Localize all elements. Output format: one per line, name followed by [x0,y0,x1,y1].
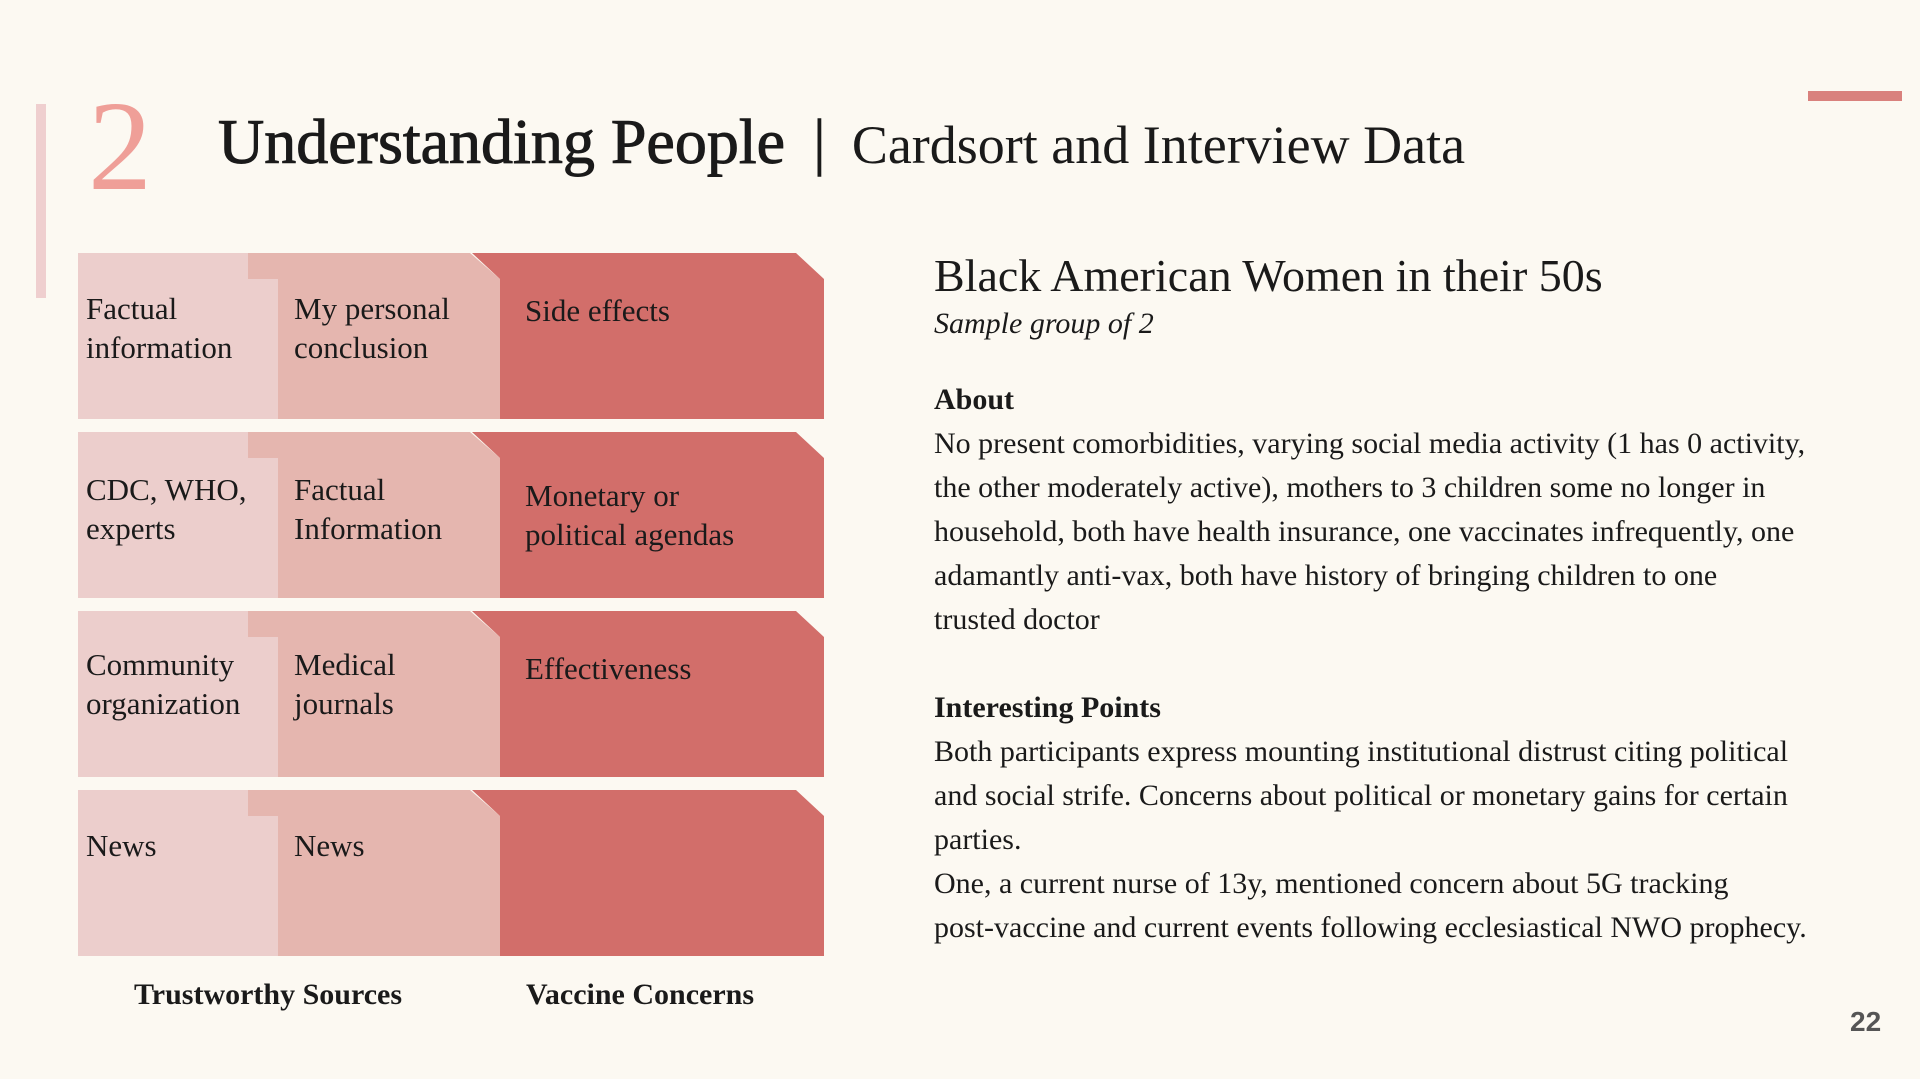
card-text [86,826,157,865]
card-text [294,645,396,723]
card-text-line: Side effects [525,293,670,328]
title-main: Understanding People [218,106,785,177]
card-text-line: My personal [294,291,450,326]
card-text [294,826,365,865]
text-line: parties. [934,823,1022,856]
about-heading: About [934,383,1015,416]
title-subtitle: Cardsort and Interview Data [851,115,1466,175]
card-text-line: information [86,330,233,365]
title-separator: | [813,106,826,177]
page-number: 22 [1850,1006,1882,1037]
text-line: One, a current nurse of 13y, mentioned concern about 5G tracking [934,867,1729,900]
about-text [934,422,1814,642]
text-line: post-vaccine and current events following ecclesiastical NWO prophecy. [934,911,1807,944]
group-subtitle: Sample group of 2 [934,307,1154,340]
accent-bar-top-right [1808,91,1902,101]
card-text [86,470,246,548]
text-line: the other moderately active), mothers to 3 children some no longer in [934,471,1766,504]
text-line: household, both have health insurance, one vaccinates infrequently, one [934,515,1795,548]
text-line: Both participants express mounting institutional distrust citing political [934,735,1789,768]
label-vaccine-concerns: Vaccine Concerns [526,978,755,1011]
cardsort-row [78,432,824,598]
card-text [525,649,691,688]
cardsort-row [78,253,824,419]
card-concern [472,253,824,419]
card-concern [472,611,824,777]
text-line: trusted doctor [934,603,1100,636]
group-title: Black American Women in their 50s [934,250,1603,301]
card-text-line: Community [86,647,235,682]
text-line: adamantly anti-vax, both have history of bringing children to one [934,559,1718,592]
points-heading: Interesting Points [934,691,1161,724]
cardsort-row [78,611,824,777]
card-text-line: journals [294,686,394,721]
card-text [294,470,442,548]
text-line: No present comorbidities, varying social media activity (1 has 0 activity, [934,427,1806,460]
card-text-line: CDC, WHO, [86,472,247,507]
card-text-line: News [294,828,365,863]
cardsort-grid [78,253,824,969]
points-text [934,730,1814,950]
card-text-line: Effectiveness [525,651,692,686]
card-text [525,291,670,330]
slide-title [218,106,1466,177]
card-text [86,289,232,367]
card-text-line: political agendas [525,517,735,552]
card-text-line: experts [86,511,176,546]
card-text [294,289,450,367]
section-number: 2 [88,75,152,217]
card-text-line: Monetary or [525,478,680,513]
text-line: and social strife. Concerns about political or monetary gains for certain [934,779,1788,812]
profile-panel [934,248,1814,950]
accent-bar-left [36,104,46,298]
card-text [86,645,240,723]
card-text-line: Medical [294,647,396,682]
card-text-line: Factual [294,472,386,507]
card-text-line: conclusion [294,330,429,365]
cardsort-row [78,790,824,956]
label-trustworthy-sources: Trustworthy Sources [134,978,403,1011]
card-text [525,476,734,554]
card-text-line: News [86,828,157,863]
card-text-line: Factual [86,291,178,326]
card-concern [472,790,824,956]
card-text-line: Information [294,511,443,546]
card-text-line: organization [86,686,241,721]
